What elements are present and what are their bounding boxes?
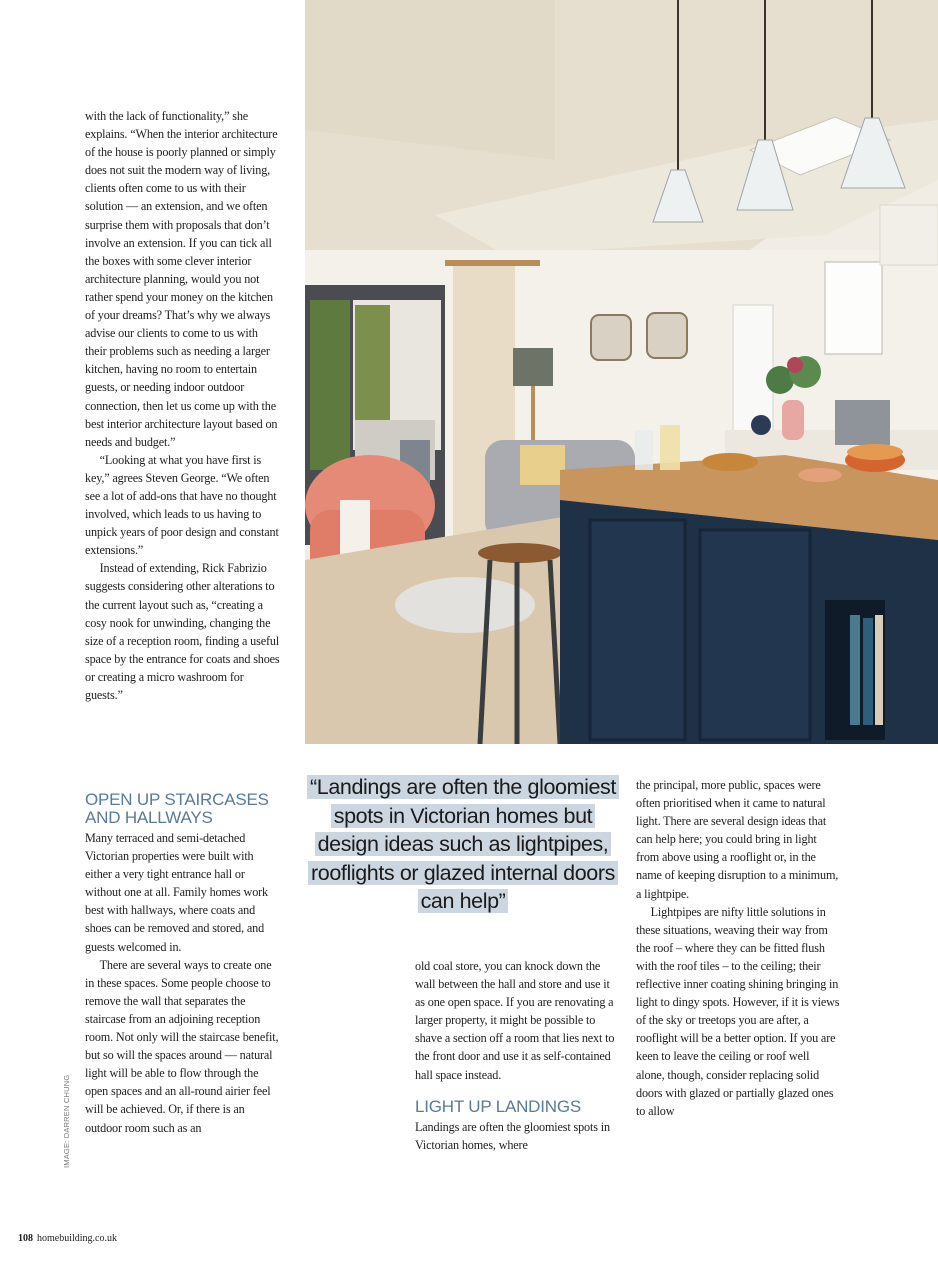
body-paragraph: There are several ways to create one in these spaces. Some people choose to remove the wall that separates the staircase from an adjoining reception room. Not only will the staircase benefit, but so will the spaces around — natural light will be able to flow through the open spaces and an all-round airier feel will be achieved. Or, if there is an outdoor room such as an <box>85 957 279 1135</box>
site-url: homebuilding.co.uk <box>37 1233 117 1244</box>
section-heading: LIGHT UP LANDINGS <box>415 1096 582 1116</box>
body-paragraph: Instead of extending, Rick Fabrizio suggests considering other alterations to the current layout such as, “creating a cosy nook for unwinding, changing the size of a reception room, finding a useful space by the entrance for coats and shoes or creating a micro washroom for guests.” <box>85 561 280 702</box>
article-column-3 <box>415 957 615 1154</box>
article-column-2 <box>85 791 281 1137</box>
section-heading: OPEN UP STAIRCASES AND HALLWAYS <box>85 790 269 827</box>
image-credit: IMAGE: DARREN CHUNG <box>62 1074 71 1168</box>
kitchen-photo <box>305 0 938 744</box>
body-paragraph: with the lack of functionality,” she explains. “When the interior architecture of the house is poorly planned or simply does not suit the modern way of living, clients often come to us with their solution — an extension, and we often surprise them with proposals that don’t involve an extension. If you can tick all the boxes with some clever interior architecture planning, would you not rather spend your money on the kitchen of your dreams? That’s why we always advise our clients to come to us with their problems such as needing a larger kitchen, having no room to entertain guests, or needing indoor outdoor connection, then let us come up with the best interior architecture layout based on needs and budget.” <box>85 109 278 449</box>
pull-quote <box>305 773 621 916</box>
pull-quote-text: “Landings are often the gloomiest spots in Victorian homes but design ideas such as lightpipes, rooflights or glazed internal doors can help” <box>307 775 619 913</box>
body-paragraph: Landings are often the gloomiest spots in Victorian homes, where <box>415 1119 610 1152</box>
kitchen-illustration <box>305 0 938 744</box>
page-footer <box>18 1233 117 1244</box>
body-paragraph: old coal store, you can knock down the wall between the hall and store and use it as one open space. If you are renovating a larger property, it might be possible to shave a section off a room that lies next to the front door and use it as self-contained hall space instead. <box>415 959 615 1082</box>
article-column-1 <box>85 107 281 704</box>
body-paragraph: “Looking at what you have first is key,” agrees Steven George. “We often see a lot of add-ons that have no thought involved, which leads to us having to unpick years of poor design and constant extensions.” <box>85 452 279 558</box>
body-paragraph: Lightpipes are nifty little solutions in these situations, weaving their way from the roof – where they can be fitted flush with the roof tiles – to the ceiling; their reflective inner coating shining bringing in light to dingy spots. However, if it is views of the sky or treetops you are after, a rooflight will be a better option. If you are keen to leave the ceiling or roof well alone, though, consider replacing solid doors with glazed or partially glazed ones to allow <box>636 904 840 1118</box>
body-paragraph: the principal, more public, spaces were often prioritised when it came to natural light. There are several design ideas that can help here; you could bring in light from above using a rooflight or, in the name of keeping disruption to a minimum, a lightpipe. <box>636 778 839 901</box>
article-column-4 <box>636 776 840 1120</box>
page-number: 108 <box>18 1233 33 1244</box>
body-paragraph: Many terraced and semi-detached Victorian properties were built with either a very tight entrance hall or without one at all. Family homes work best with hallways, where coats and shoes can be removed and stored, and guests welcomed in. <box>85 831 268 954</box>
